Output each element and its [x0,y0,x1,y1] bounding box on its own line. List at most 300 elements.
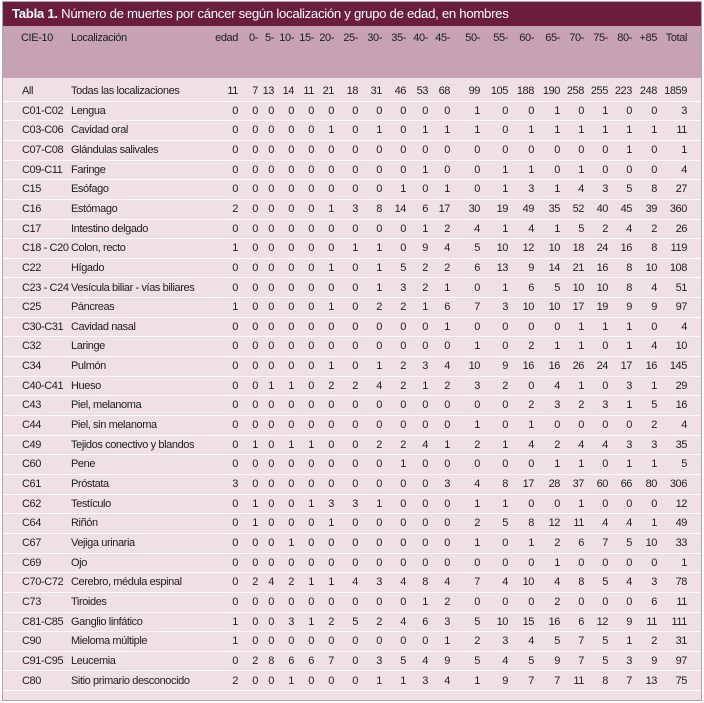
total-value: 108 [669,261,687,274]
age-value: 2 [328,379,334,392]
age-value: 258 [566,85,584,97]
age-value: 0 [268,163,274,176]
age-value: 0 [444,517,450,530]
age-value: 9 [626,301,632,314]
age-value: 2 [651,222,657,235]
age-value: 9 [502,360,508,373]
age-value: 3 [626,438,632,451]
age-value: 10 [496,242,508,255]
age-value: 0 [232,163,238,176]
age-value: 8 [651,242,657,255]
age-value: 1 [528,124,534,137]
age-value: 1 [626,320,632,333]
age-value: 0 [376,104,382,117]
age-value: 1 [602,320,608,333]
age-value: 2 [422,281,428,294]
age-value: 0 [252,556,258,569]
age-value: 4 [626,222,632,235]
localizacion: Piel, melanoma [71,399,142,412]
age-value: 3 [422,360,428,373]
age-value: 0 [268,674,274,687]
age-value: 0 [288,301,294,314]
age-value: 0 [376,536,382,549]
age-value: 4 [502,576,508,589]
age-value: 0 [444,340,450,353]
age-value: 0 [308,301,314,314]
age-value: 1 [474,419,480,432]
age-value: 0 [288,124,294,137]
age-value: 0 [328,399,334,412]
age-value: 0 [232,458,238,471]
age-value: 0 [232,320,238,333]
cie-code: C80 [22,674,41,687]
total-value: 29 [675,379,687,392]
cie-code: C49 [22,438,41,451]
cie-code: C16 [22,202,41,215]
age-value: 0 [626,419,632,432]
age-value: 0 [232,576,238,589]
age-value: 0 [352,635,358,648]
age-value: 8 [376,202,382,215]
age-value: 0 [288,143,294,156]
age-value: 0 [444,419,450,432]
age-value: 0 [268,281,274,294]
age-value: 0 [308,202,314,215]
age-value: 1 [528,163,534,176]
age-value: 0 [400,497,406,510]
age-value: 0 [376,419,382,432]
age-value: 0 [252,674,258,687]
total-value: 306 [669,478,687,490]
age-value: 0 [288,517,294,530]
age-value: 4 [602,438,608,451]
age-value: 3 [400,281,406,294]
age-value: 0 [308,163,314,176]
total-value: 11 [676,124,687,137]
age-value: 12 [522,242,534,255]
age-value: 0 [288,399,294,412]
age-value: 0 [444,163,450,176]
age-value: 0 [376,163,382,176]
age-value: 0 [554,497,560,510]
age-value: 1 [554,458,560,471]
age-value: 0 [232,556,238,569]
age-value: 0 [268,595,274,608]
localizacion: Leucemia [71,654,116,667]
age-value: 1 [502,281,508,294]
age-value: 0 [252,595,258,608]
age-value: 1 [626,458,632,471]
age-value: 4 [352,576,358,589]
age-value: 105 [490,85,508,97]
age-value: 0 [288,281,294,294]
age-value: 4 [578,438,584,451]
age-value: 1 [578,379,584,392]
age-value: 1 [528,419,534,432]
localizacion: Estómago [71,202,118,215]
age-value: 0 [528,556,534,569]
age-value: 0 [502,419,508,432]
age-value: 0 [474,320,480,333]
age-value: 1 [502,438,508,451]
age-value: 1 [328,517,334,530]
age-value: 0 [602,419,608,432]
age-value: 5 [578,222,584,235]
age-value: 0 [232,143,238,156]
age-value: 0 [268,517,274,530]
age-value: 0 [651,104,657,117]
age-value: 5 [602,576,608,589]
age-value: 3 [232,478,238,490]
localizacion: Glándulas salivales [71,143,159,156]
cie-code: C90 [22,635,41,648]
age-value: 2 [578,399,584,412]
age-value: 7 [578,635,584,648]
age-value: 4 [528,635,534,648]
age-value: 0 [308,458,314,471]
age-value: 2 [602,222,608,235]
age-value: 0 [352,301,358,314]
localizacion: Tiroides [71,595,107,608]
age-value: 0 [400,104,406,117]
age-value: 0 [308,183,314,196]
age-value: 1 [444,183,450,196]
age-value: 30 [468,202,480,215]
age-value: 0 [352,360,358,373]
age-value: 1 [502,222,508,235]
age-value: 14 [394,202,406,215]
age-value: 3 [328,497,334,510]
age-value: 3 [502,635,508,648]
localizacion: Cavidad nasal [71,320,136,333]
age-value: 0 [288,104,294,117]
age-value: 3 [602,183,608,196]
localizacion: Hueso [71,379,101,392]
age-value: 7 [602,536,608,549]
localizacion: Colon, recto [71,242,126,255]
age-value: 1 [626,124,632,137]
age-value: 0 [288,202,294,215]
age-value: 4 [528,438,534,451]
table-row [3,436,701,456]
age-value: 0 [352,320,358,333]
age-value: 5 [602,635,608,648]
age-value: 1 [422,379,428,392]
age-value: 5 [554,281,560,294]
table-row [3,593,701,613]
age-value: 0 [626,595,632,608]
cie-code: C03-C06 [22,124,64,137]
age-value: 2 [352,379,358,392]
age-value: 0 [268,340,274,353]
age-value: 6 [651,595,657,608]
age-value: 0 [400,222,406,235]
age-value: 0 [308,320,314,333]
age-value: 0 [400,556,406,569]
age-value: 0 [626,556,632,569]
age-value: 0 [444,458,450,471]
localizacion: Ganglio linfático [71,615,143,628]
age-value: 5 [474,615,480,628]
age-value: 0 [474,183,480,196]
localizacion: Cavidad oral [71,124,128,137]
table-row [3,259,701,279]
age-value: 1 [444,281,450,294]
age-value: 0 [232,281,238,294]
age-value: 3 [474,379,480,392]
age-value: 1 [578,458,584,471]
age-value: 10 [548,242,560,255]
age-value: 0 [422,340,428,353]
age-value: 0 [268,556,274,569]
age-value: 0 [328,222,334,235]
age-value: 13 [496,261,508,274]
age-value: 0 [288,320,294,333]
age-value: 0 [308,143,314,156]
table-title-number: Tabla 1. [12,6,58,21]
age-value: 0 [528,320,534,333]
age-value: 1 [651,458,657,471]
age-value: 1 [602,104,608,117]
age-value: 3 [288,615,294,628]
localizacion: Mieloma múltiple [71,635,148,648]
localizacion: Intestino delgado [71,222,148,235]
age-value: 0 [376,517,382,530]
age-value: 1 [352,242,358,255]
age-value: 0 [268,635,274,648]
age-value: 53 [416,85,428,97]
table-row [3,121,701,141]
age-value: 8 [626,281,632,294]
age-value: 11 [573,674,584,687]
age-value: 0 [308,556,314,569]
age-value: 5 [474,654,480,667]
age-value: 8 [578,576,584,589]
age-value: 0 [474,556,480,569]
age-value: 0 [328,242,334,255]
age-value: 31 [370,85,382,97]
age-value: 0 [422,320,428,333]
cie-code: C25 [22,301,41,314]
table-row [3,396,701,416]
table-row [3,573,701,593]
total-value: 360 [669,202,687,215]
age-value: 1 [651,124,657,137]
age-value: 3 [626,379,632,392]
total-value: 27 [675,183,687,196]
cie-code: C22 [22,261,41,274]
header-age-5: 20- [319,32,334,44]
age-value: 4 [444,360,450,373]
header-age-3: 10- [279,32,294,44]
age-value: 2 [528,399,534,412]
age-value: 9 [444,654,450,667]
age-value: 1 [422,595,428,608]
age-value: 0 [252,340,258,353]
age-value: 1 [288,674,294,687]
age-value: 1 [232,242,238,255]
age-value: 17 [620,360,632,373]
age-value: 11 [227,85,238,97]
age-value: 0 [422,458,428,471]
age-value: 4 [602,517,608,530]
total-value: 4 [681,163,687,176]
total-value: 12 [675,497,687,510]
age-value: 0 [352,143,358,156]
age-value: 0 [578,419,584,432]
table-row [3,161,701,181]
header-age-10: 45- [435,32,450,44]
age-value: 0 [352,261,358,274]
age-value: 66 [620,478,632,490]
age-value: 0 [328,320,334,333]
age-value: 1 [376,242,382,255]
header-age-13: 60- [519,32,534,44]
cie-code: C40-C41 [22,379,64,392]
age-value: 16 [522,360,534,373]
age-value: 0 [376,143,382,156]
age-value: 0 [400,635,406,648]
age-value: 0 [444,143,450,156]
age-value: 1 [602,124,608,137]
age-value: 1 [474,536,480,549]
age-value: 2 [288,576,294,589]
age-value: 0 [232,124,238,137]
age-value: 0 [328,635,334,648]
age-value: 0 [502,320,508,333]
age-value: 2 [554,438,560,451]
age-value: 0 [252,458,258,471]
cie-code: C23 - C24 [22,281,69,294]
age-value: 4 [474,478,480,490]
age-value: 0 [252,360,258,373]
age-value: 6 [308,654,314,667]
age-value: 0 [288,183,294,196]
age-value: 19 [496,202,508,215]
age-value: 0 [651,320,657,333]
age-value: 0 [474,163,480,176]
age-value: 0 [502,104,508,117]
age-value: 1 [474,104,480,117]
age-value: 4 [444,242,450,255]
age-value: 0 [328,458,334,471]
age-value: 1 [252,497,258,510]
age-value: 2 [232,202,238,215]
age-value: 24 [596,242,608,255]
table-row [3,279,701,299]
age-value: 2 [444,595,450,608]
age-value: 0 [578,143,584,156]
age-value: 8 [502,478,508,490]
total-value: 75 [675,674,687,687]
age-value: 255 [590,85,608,97]
age-value: 5 [651,399,657,412]
total-value: 1 [681,556,687,569]
age-value: 0 [352,654,358,667]
age-value: 0 [528,104,534,117]
age-value: 188 [516,85,534,97]
age-value: 0 [602,595,608,608]
age-value: 0 [252,281,258,294]
age-value: 0 [444,536,450,549]
age-value: 0 [288,458,294,471]
age-value: 0 [308,222,314,235]
age-value: 0 [400,242,406,255]
age-value: 0 [328,281,334,294]
header-age-1: 0- [249,32,258,44]
header-localizacion: Localización [71,32,127,44]
age-value: 6 [422,202,428,215]
age-value: 0 [352,517,358,530]
cie-code: C34 [22,360,41,373]
table-title-text: Número de muertes por cáncer según localización y grupo de edad, en hombres [57,6,509,21]
age-value: 1 [400,183,406,196]
age-value: 0 [602,497,608,510]
age-value: 1 [288,438,294,451]
age-value: 0 [252,536,258,549]
age-value: 0 [352,340,358,353]
age-value: 4 [626,576,632,589]
age-value: 1 [528,536,534,549]
age-value: 0 [528,595,534,608]
table-row [3,200,701,220]
table-row [3,632,701,652]
age-value: 1 [502,183,508,196]
age-value: 0 [376,556,382,569]
age-value: 2 [444,379,450,392]
age-value: 0 [376,595,382,608]
age-value: 3 [376,576,382,589]
age-value: 0 [400,517,406,530]
age-value: 4 [422,654,428,667]
age-value: 1 [651,517,657,530]
age-value: 0 [578,104,584,117]
localizacion: Riñón [71,517,98,530]
age-value: 1 [400,458,406,471]
age-value: 3 [444,478,450,490]
age-value: 0 [268,261,274,274]
header-age-17: 80- [617,32,632,44]
age-value: 0 [626,163,632,176]
age-value: 1 [554,340,560,353]
age-value: 16 [548,615,560,628]
age-value: 1 [626,399,632,412]
age-value: 4 [554,576,560,589]
age-value: 0 [252,399,258,412]
age-value: 0 [308,674,314,687]
age-value: 0 [268,124,274,137]
age-value: 0 [422,143,428,156]
age-value: 0 [328,536,334,549]
age-value: 0 [328,419,334,432]
cie-code: C18 - C20 [22,242,69,255]
age-value: 223 [614,85,632,97]
age-value: 0 [252,222,258,235]
age-value: 0 [268,183,274,196]
age-value: 7 [554,674,560,687]
cie-code: C30-C31 [22,320,64,333]
age-value: 1 [474,497,480,510]
age-value: 1 [232,615,238,628]
age-value: 0 [268,438,274,451]
age-value: 0 [474,458,480,471]
age-value: 0 [288,478,294,490]
age-value: 4 [651,340,657,353]
age-value: 1 [444,635,450,648]
age-value: 9 [554,654,560,667]
age-value: 0 [626,497,632,510]
age-value: 0 [352,124,358,137]
